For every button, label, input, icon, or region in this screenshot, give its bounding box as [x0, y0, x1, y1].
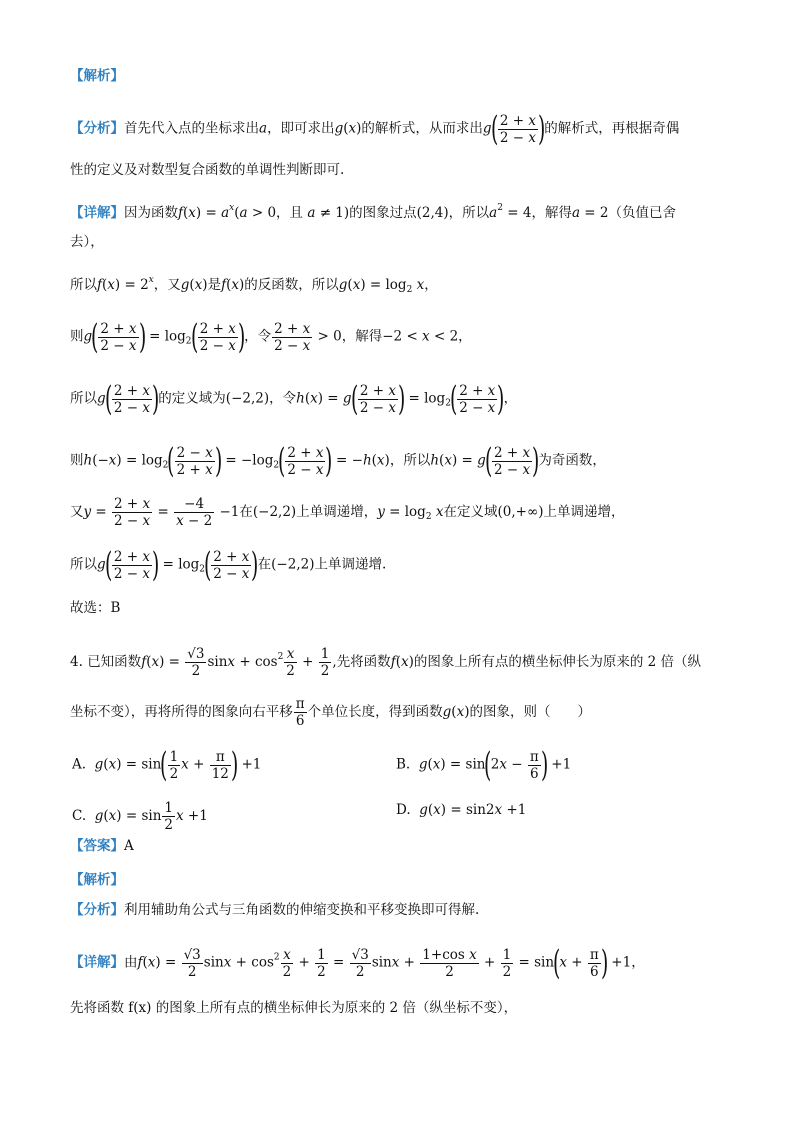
detail-tag: 【详解】 [70, 205, 124, 221]
text: ，令 [244, 328, 272, 345]
question-4: 4. 已知函数f(x) = $\frac{√3}{2}$ $\sin x + \cos^2$ $\frac{x}{2}$ + $\frac{1}{2}$ ,先将函数f(x)的图象上所有点的横坐标伸长为原来的 2 倍（纵 [70, 646, 702, 679]
choice-line: 故选：B [70, 600, 121, 616]
analysis-tag: 【分析】 [70, 120, 124, 137]
text: ， [424, 277, 438, 293]
answer-tag: 【答案】 [70, 838, 124, 854]
text: ，解得 [531, 205, 572, 221]
text: 所以 [70, 390, 97, 407]
option-label: C. [72, 808, 87, 824]
text: 在 [239, 504, 253, 520]
detail-tag: 【详解】 [70, 954, 124, 971]
text: 由 [124, 954, 138, 971]
option-d: D. g(x) = sin2x +1 [396, 802, 527, 818]
detail-paragraph-2: 【详解】由f(x) = $\frac{√3}{2}$ $\sin x + \cos^2$ $\frac{x}{2}$ + $\frac{1}{2}$ = $\frac{√3}{2}$ sinx + $\frac{\text{1+cos x}}{2}$ + $\frac{1}{2}$ = sin(x + $\frac{\pi}{6}$ ) +1， [70, 943, 645, 983]
text: 利用辅助角公式与三角函数的伸缩变换和平移变换即可得解. [124, 902, 480, 918]
text: 上单调递增. [314, 556, 387, 573]
answer-line [70, 836, 134, 856]
text: ，所以 [448, 205, 490, 221]
text: （负值已舍 [608, 205, 676, 221]
text: 则 [70, 452, 84, 469]
last-line: 先将函数 f(x) 的图象上所有点的横坐标伸长为原来的 2 倍（纵坐标不变）， [70, 1000, 518, 1016]
text: 的定义域为 [158, 390, 226, 407]
formula-line-domain: 所以g( $\frac{2 + x}{2 - x}$ )的定义域为(−2,2)，令h(x) = g( $\frac{2 + x}{2 - x}$ ) = $\log_2$( $\frac{2 + x}{2 - x}$ )， [70, 379, 518, 419]
text: 的解析式，再根据奇偶 [544, 120, 680, 137]
option-label: B. [396, 756, 411, 773]
text: 是 [207, 277, 222, 293]
option-b: B. g(x) = sin(2x − $\frac{\pi}{6}$ ) +1 [396, 745, 572, 785]
detail-paragraph: 【详解】因为函数$f(x) = a^x(a > 0$，且 a ≠ 1)的图象过点(2,4)，所以$a^2 = 4$，解得a = 2（负值已舍 [70, 203, 676, 221]
formula-line-monotone: 又y = $\frac{2 + x}{2 - x}$ = $\frac{-4}{x - 2}$ −1在(−2,2)上单调递增，$y = \log_2 x$在定义域(0,+∞)上单调递增， [70, 496, 625, 529]
section-tag-analysis: 【解析】 [70, 68, 124, 84]
formula-line-conclusion: 所以g( $\frac{2 + x}{2 - x}$ ) = $\log_2$( $\frac{2 + x}{2 - x}$ )在(−2,2)上单调递增. [70, 545, 387, 585]
section-tag-analysis-2: 【解析】 [70, 872, 124, 888]
option-label: D. [396, 802, 411, 818]
text: 又 [70, 504, 84, 520]
analysis-paragraph: 【分析】首先代入点的坐标求出a，即可求出g(x)的解析式，从而求出g( $\frac{2 + x}{2 - x}$ )的解析式，再根据奇偶 [70, 109, 680, 149]
formula-line-composite: 则g( $\frac{2 + x}{2 - x}$ ) = $\log_2$( $\frac{2 + x}{2 - x}$ )，令 $\frac{2 + x}{2 - x}$ > 0，解得−2 < x < 2， [70, 317, 472, 357]
text: 为奇函数， [538, 452, 606, 469]
text: 的图象上所有点的横坐标伸长为原来的 2 倍（纵 [413, 654, 702, 670]
analysis-tag: 【分析】 [70, 902, 124, 918]
question-number: 4. [70, 654, 83, 670]
text: 的图象过点 [349, 205, 417, 221]
option-label: A. [72, 756, 87, 773]
text: ，解得 [341, 328, 383, 345]
option-a: A. g(x) = sin( $\frac{1}{2}$ x + $\frac{\pi}{12}$ ) +1 [72, 745, 262, 785]
text: 在定义域 [443, 504, 498, 520]
text: ，所以 [389, 452, 431, 469]
text: 的反函数，所以 [244, 277, 339, 293]
option-c: C. g(x) = sin $\frac{1}{2}$ x +1 [72, 800, 208, 833]
text: 上单调递增， [543, 504, 625, 520]
formula-line-inverse: 所以$f(x) = 2^x$，又g(x)是f(x)的反函数，所以$g(x) = \log_2 x$， [70, 275, 438, 295]
text: 在 [257, 556, 272, 573]
text: 的图象，则（ ） [469, 704, 591, 720]
question-4-cont: 坐标不变），再将所得的图象向右平移 $\frac{\pi}{6}$ 个单位长度，得到函数g(x)的图象，则（ ） [70, 696, 591, 729]
text: 上单调递增， [296, 504, 378, 520]
text: ，又 [153, 277, 181, 293]
text: 的解析式，从而求出 [361, 120, 483, 137]
text: 先将函数 [336, 654, 391, 670]
text: 坐标不变），再将所得的图象向右平移 [70, 704, 293, 720]
text: ，令 [269, 390, 297, 407]
text: 所以 [70, 556, 97, 573]
text: 所以 [70, 277, 97, 293]
analysis-paragraph-cont: 性的定义及对数型复合函数的单调性判断即可. [70, 162, 345, 178]
text: ，即可求出 [267, 120, 335, 137]
text: 因为函数 [124, 205, 178, 221]
detail-paragraph-cont: 去）， [70, 234, 104, 250]
text: 已知函数 [87, 654, 142, 670]
answer-value: A [124, 838, 134, 854]
text: 首先代入点的坐标求出 [124, 120, 259, 137]
text: 则 [70, 328, 84, 345]
text: 个单位长度，得到函数 [307, 704, 443, 720]
analysis-paragraph-2 [70, 900, 479, 920]
formula-line-odd: 则$h(-x) = \log_2$( $\frac{2 - x}{2 + x}$ ) = $-\log_2$( $\frac{2 + x}{2 - x}$ ) = −h(x)，所以h(x) = g( $\frac{2 + x}{2 - x}$ )为奇函数， [70, 441, 606, 481]
